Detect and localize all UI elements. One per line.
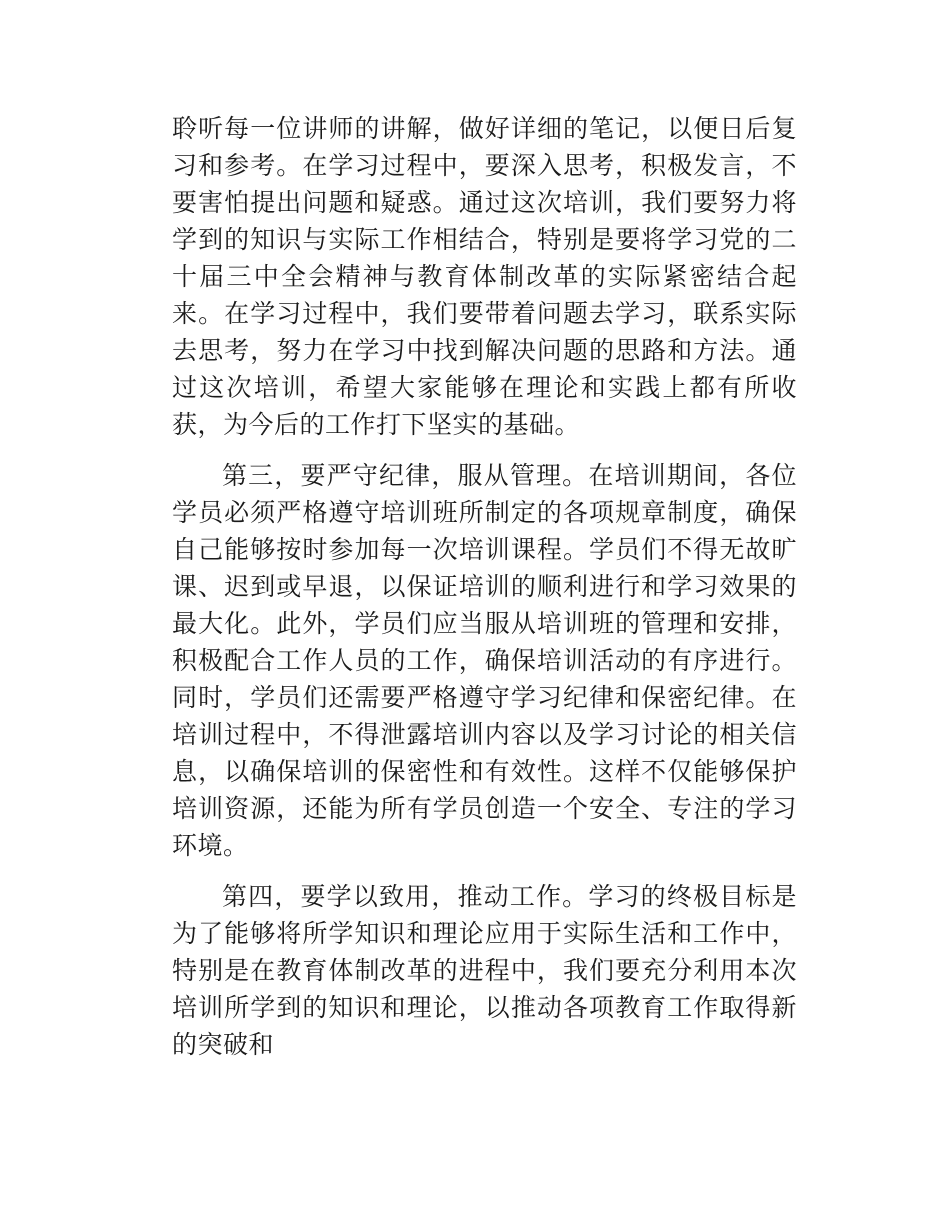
paragraph-fourth-point: 第四，要学以致用，推动工作。学习的终极目标是为了能够将所学知识和理论应用于实际生活和工作中，特别是在教育体制改革的进程中，我们要充分利用本次培训所学到的知识和理论，以推动各项教育工作取得新的突破和 (172, 882, 797, 1059)
paragraph-third-point: 第三，要严守纪律，服从管理。在培训期间，各位学员必须严格遵守培训班所制定的各项规章制度，确保自己能够按时参加每一次培训课程。学员们不得无故旷课、迟到或早退，以保证培训的顺利进行和学习效果的最大化。此外，学员们应当服从培训班的管理和安排，积极配合工作人员的工作，确保培训活动的有序进行。同时，学员们还需要严格遵守学习纪律和保密纪律。在培训过程中，不得泄露培训内容以及学习讨论的相关信息，以确保培训的保密性和有效性。这样不仅能够保护培训资源，还能为所有学员创造一个安全、专注的学习环境。 (172, 461, 797, 860)
paragraph-continuation: 聆听每一位讲师的讲解，做好详细的笔记，以便日后复习和参考。在学习过程中，要深入思考，积极发言，不要害怕提出问题和疑惑。通过这次培训，我们要努力将学到的知识与实际工作相结合，特别是要将学习党的二十届三中全会精神与教育体制改革的实际紧密结合起来。在学习过程中，我们要带着问题去学习，联系实际去思考，努力在学习中找到解决问题的思路和方法。通过这次培训，希望大家能够在理论和实践上都有所收获，为今后的工作打下坚实的基础。 (172, 114, 797, 439)
document-page (172, 110, 797, 1063)
